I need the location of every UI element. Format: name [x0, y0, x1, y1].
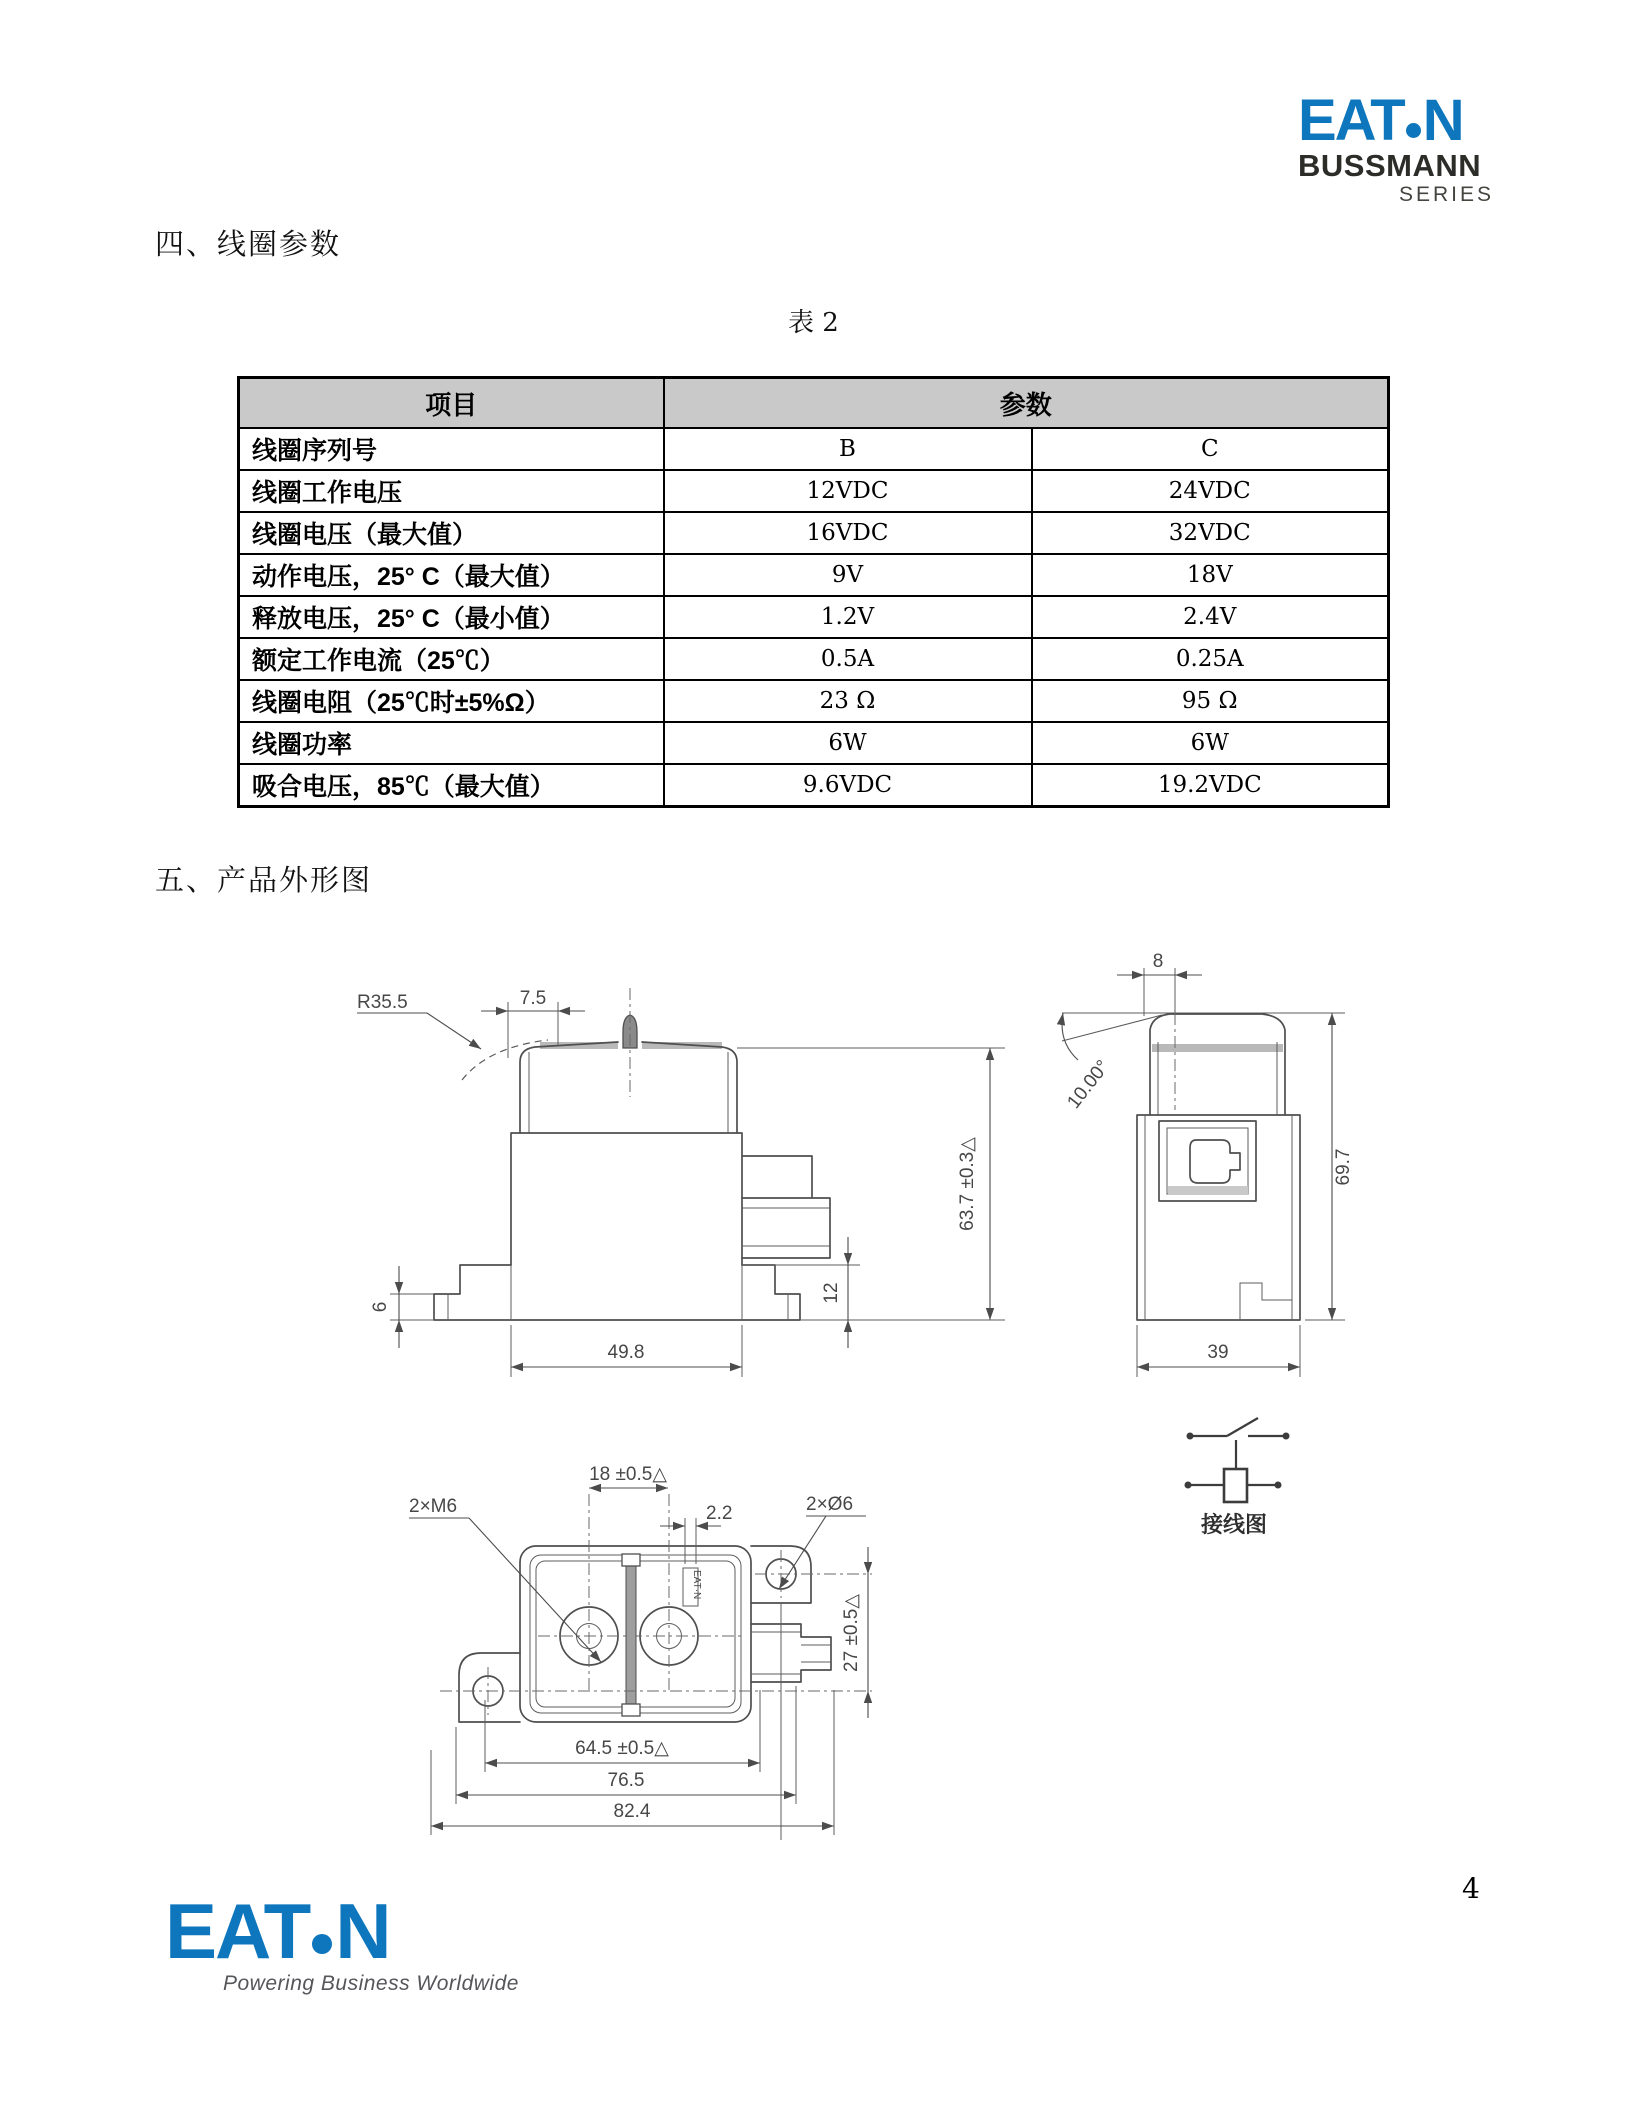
row-label: 吸合电压，85℃（最大值） [239, 764, 664, 807]
row-value-b: 12VDC [664, 470, 1032, 512]
row-value-c: 95 Ω [1032, 680, 1389, 722]
col-header-param: 参数 [664, 378, 1389, 429]
table-row [239, 680, 1389, 722]
eaton-logo-right: N [1422, 88, 1463, 153]
eaton-logo [165, 1887, 519, 1975]
center-bar [626, 1560, 636, 1710]
eaton-tagline: Powering Business Worldwide [223, 1972, 519, 1995]
coil-socket [1159, 1121, 1256, 1201]
row-value-b: 6W [664, 722, 1032, 764]
col-header-item: 项目 [239, 378, 664, 429]
dim-bottom-width-total: 82.4 [613, 1801, 651, 1822]
eaton-logo-left: EAT [165, 1887, 310, 1975]
row-value-b: 9V [664, 554, 1032, 596]
row-label: 线圈工作电压 [239, 470, 664, 512]
row-value-b: 16VDC [664, 512, 1032, 554]
header-brand-block [1298, 88, 1494, 206]
mount-tab-left [459, 1653, 520, 1722]
row-value-c: C [1032, 428, 1389, 470]
table-header-row [239, 378, 1389, 429]
footer-brand-block [165, 1887, 519, 1996]
row-label: 线圈序列号 [239, 428, 664, 470]
dim-bottom-terminal-pitch: 18 ±0.5△ [589, 1464, 667, 1485]
coil-symbol [1224, 1469, 1247, 1502]
row-label: 线圈功率 [239, 722, 664, 764]
row-value-c: 32VDC [1032, 512, 1389, 554]
coil-connector [742, 1156, 830, 1258]
row-label: 线圈电压（最大值） [239, 512, 664, 554]
dim-bottom-hole-offset: 27 ±0.5△ [841, 1594, 862, 1672]
row-value-b: 23 Ω [664, 680, 1032, 722]
dim-side-height: 69.7 [1333, 1148, 1354, 1186]
table-row [239, 554, 1389, 596]
front-view [357, 988, 1005, 1377]
dim-front-flange-height: 12 [821, 1282, 842, 1304]
dim-front-top-offset: 7.5 [519, 988, 547, 1009]
table-row [239, 428, 1389, 470]
table2-caption: 表 2 [788, 308, 839, 338]
eaton-logo-left: EAT [1298, 88, 1404, 153]
side-view [1062, 951, 1354, 1377]
bussmann-wordmark: BUSSMANN [1298, 148, 1482, 183]
row-value-c: 24VDC [1032, 470, 1389, 512]
dim-bottom-slot-width: 2.2 [706, 1503, 733, 1524]
wiring-diagram-label: 接线图 [1200, 1512, 1268, 1537]
table-row [239, 512, 1389, 554]
row-value-c: 18V [1032, 554, 1389, 596]
outline-drawing [280, 920, 1400, 1855]
row-label: 额定工作电流（25℃） [239, 638, 664, 680]
callout-thread-2xM6: 2×M6 [409, 1496, 458, 1517]
bottom-view [409, 1464, 872, 1840]
table-row [239, 638, 1389, 680]
table-row [239, 470, 1389, 512]
row-value-b: 1.2V [664, 596, 1032, 638]
dim-front-body-width: 49.8 [607, 1342, 645, 1363]
dim-front-height: 63.7 ±0.3△ [957, 1137, 978, 1231]
row-value-c: 0.25A [1032, 638, 1389, 680]
row-label: 释放电压，25° C（最小值） [239, 596, 664, 638]
dim-side-angle: 10.00° [1063, 1056, 1114, 1113]
row-value-b: B [664, 428, 1032, 470]
etched-eaton-logo: EAT·N [691, 1570, 702, 1600]
table-row [239, 722, 1389, 764]
eaton-logo-right: N [335, 1887, 390, 1975]
callout-holes-2xD6: 2×Ø6 [806, 1494, 854, 1515]
wiring-diagram [1185, 1418, 1290, 1537]
row-value-b: 9.6VDC [664, 764, 1032, 807]
table-row [239, 764, 1389, 807]
row-label: 动作电压，25° C（最大值） [239, 554, 664, 596]
section-title-coil-params: 四、线圈参数 [155, 229, 342, 261]
section-title-outline: 五、产品外形图 [155, 865, 373, 897]
dim-bottom-mount-pitch: 64.5 ±0.5△ [575, 1738, 669, 1759]
dim-side-top-width: 8 [1152, 951, 1164, 972]
row-value-c: 2.4V [1032, 596, 1389, 638]
row-value-b: 0.5A [664, 638, 1032, 680]
page-number: 4 [1462, 1872, 1480, 1905]
series-wordmark: SERIES [1398, 182, 1494, 206]
dim-side-body-width: 39 [1207, 1342, 1229, 1363]
coil-parameters-table [237, 376, 1390, 808]
row-value-c: 19.2VDC [1032, 764, 1389, 807]
row-value-c: 6W [1032, 722, 1389, 764]
coil-parameters-table-wrap [237, 376, 1390, 808]
eaton-logo-dot-icon [312, 1934, 332, 1954]
row-label: 线圈电阻（25℃时±5%Ω） [239, 680, 664, 722]
table-row [239, 596, 1389, 638]
eaton-logo [1298, 88, 1494, 153]
eaton-logo-dot-icon [1406, 123, 1421, 138]
dim-front-base-thickness: 6 [370, 1301, 391, 1313]
dim-front-radius: R35.5 [357, 992, 408, 1013]
dim-bottom-width-inner: 76.5 [607, 1770, 645, 1791]
